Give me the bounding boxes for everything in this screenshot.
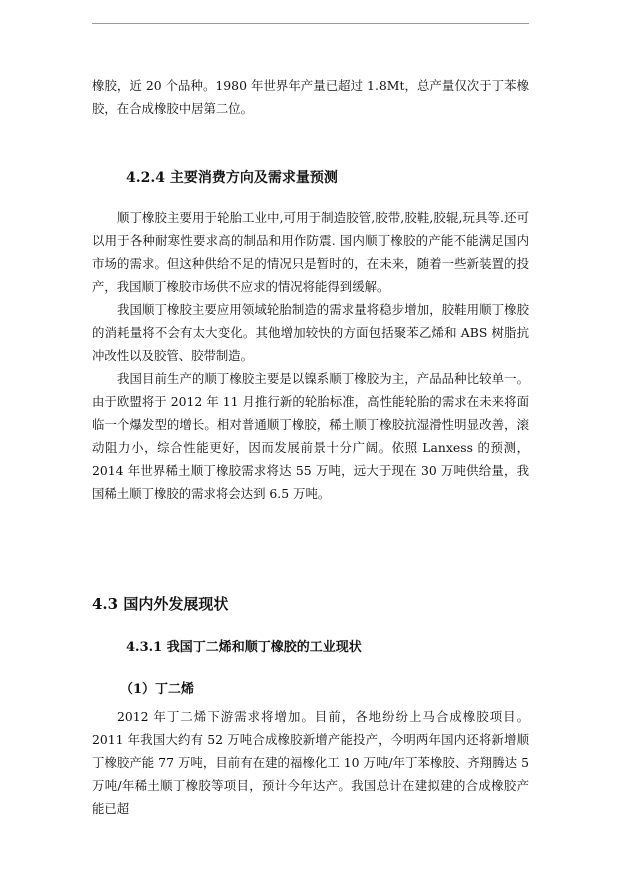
- paragraph-butadiene-demand: 2012 年丁二烯下游需求将增加。目前，各地纷纷上马合成橡胶项目。2011 年我国大约有 52 万吨合成橡胶新增产能投产，今明两年国内还将新增顺丁橡胶产能 77 万吨，目前有在建的福橡化工 10 万吨/年丁苯橡胶、齐翔腾达 5 万吨/年稀土顺丁橡胶等项目，预计今年达产。我国总计在建拟建的合成橡胶产能已超: [92, 709, 529, 816]
- header-rule: [92, 23, 529, 24]
- section-4-3: [92, 594, 529, 614]
- subsection-heading-butadiene: （1）丁二烯: [120, 682, 195, 697]
- continued-paragraph-block: [92, 74, 529, 120]
- paragraph-application-fields: 我国顺丁橡胶主要应用领域轮胎制造的需求量将稳步增加，胶鞋用顺丁橡胶的消耗量将不会有太大变化。其他增加较快的方面包括聚苯乙烯和 ABS 树脂抗冲改性以及胶管、胶带制造。: [92, 302, 529, 363]
- paragraph-forecast: 我国目前生产的顺丁橡胶主要是以镍系顺丁橡胶为主，产品品种比较单一。由于欧盟将于 2012 年 11 月推行新的轮胎标准，高性能轮胎的需求在未来将面临一个爆发型的增长。相对普通顺丁橡胶，稀土顺丁橡胶抗湿滑性明显改善，滚动阻力小，综合性能更好，因而发展前景十分广阔。依照 Lanxess 的预测，2014 年世界稀土顺丁橡胶需求将达 55 万吨，远大于现在 30 万吨供给量，我国稀土顺丁橡胶的需求将会达到 6.5 万吨。: [92, 371, 529, 501]
- paragraph-demand-overview: 顺丁橡胶主要用于轮胎工业中,可用于制造胶管,胶带,胶鞋,胶辊,玩具等.还可以用于各种耐寒性要求高的制品和用作防震. 国内顺丁橡胶的产能不能满足国内市场的需求。但这种供给不足的情况只是暂时的，在未来，随着一些新装置的投产，我国顺丁橡胶市场供不应求的情况将能得到缓解。: [92, 210, 529, 294]
- section-heading-4-3-1: 4.3.1 我国丁二烯和顺丁橡胶的工业现状: [126, 640, 362, 655]
- section-4-2-4: [126, 168, 529, 188]
- subsection-butadiene: [120, 680, 529, 700]
- section-4-2-4-body: [92, 206, 529, 505]
- section-4-3-1-body: [92, 705, 529, 820]
- section-heading-4-2-4: 4.2.4 主要消费方向及需求量预测: [126, 170, 338, 186]
- section-4-3-1: [126, 638, 529, 658]
- continued-paragraph: 橡胶，近 20 个品种。1980 年世界年产量已超过 1.8Mt，总产量仅次于丁苯橡胶，在合成橡胶中居第二位。: [92, 78, 529, 116]
- section-heading-4-3: 4.3 国内外发展现状: [92, 595, 229, 613]
